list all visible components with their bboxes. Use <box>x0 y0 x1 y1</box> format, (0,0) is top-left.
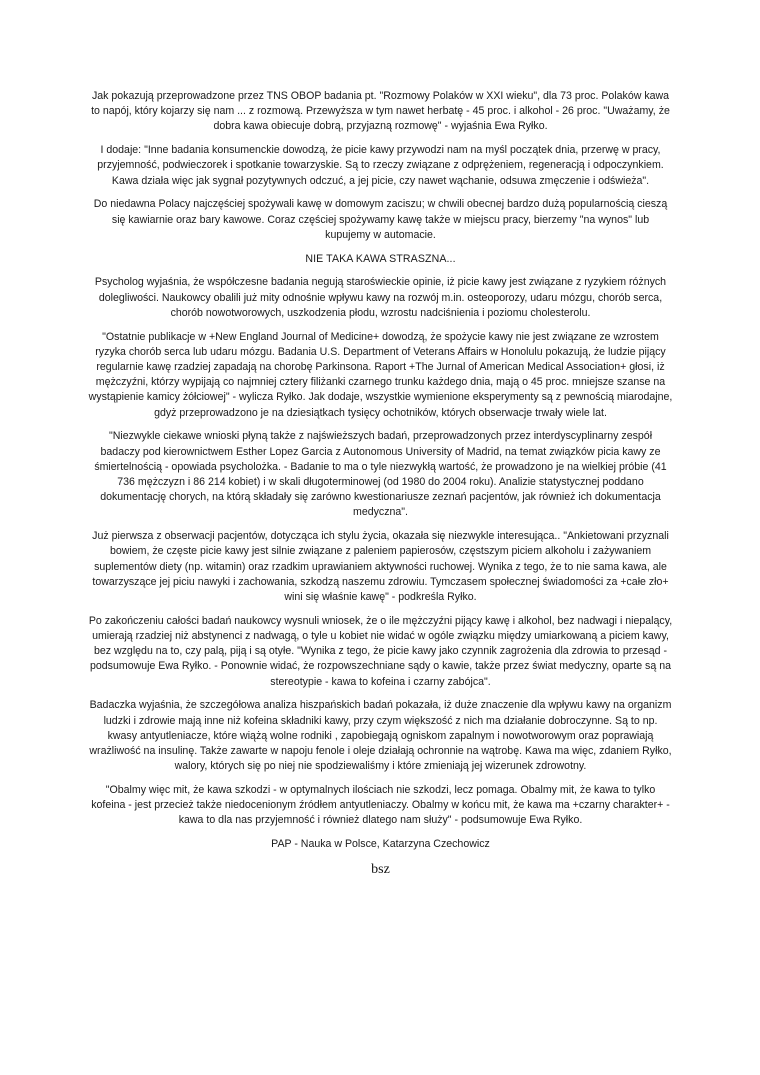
paragraph-publications: "Ostatnie publikacje w +New England Journal of Medicine+ dowodzą, że spożycie kawy nie jest związane ze wzrostem ryzyka chorób serca lub udaru mózgu. Badania U.S. Department of Veterans Affairs w Honolulu pokazują, że ludzie pijący regularnie kawę rzadziej zapadają na chorobę Parkinsona. Raport +The Jurnal of American Medical Association+ głosi, iż mężczyźni, którzy wypijają co najmniej cztery filiżanki czarnego trunku każdego dnia, mają o 45 proc. mniejsze szanse na wystąpienie kamicy żółciowej" - wylicza Ryłko. Jak dodaje, wszystkie wymienione eksperymenty są z pewnością miarodajne, gdyż przeprowadzono je na dziesiątkach tysięcy ochotników, których obserwacje trwały wiele lat. <box>88 330 673 419</box>
paragraph-psychologist: Psycholog wyjaśnia, że współczesne badania negują staroświeckie opinie, iż picie kawy jest związane z ryzykiem różnych dolegliwości. Naukowcy obalili już mity odnośnie wpływu kawy na rozwój m.in. osteoporozy, udaru mózgu, chorób serca, chorób nowotworowych, uszkodzenia płodu, wzrostu nadciśnienia i poziomu cholesterolu. <box>94 276 667 319</box>
paragraph-lifestyle: Już pierwsza z obserwacji pacjentów, dotycząca ich stylu życia, okazała się niezwykle interesująca.. "Ankietowani przyznali bowiem, że częste picie kawy jest silnie związane z paleniem papierosów, częstszym piciem alkoholu i zażywaniem suplementów diety (np. witamin) oraz rzadkim uprawianiem aktywności ruchowej. Wynika z tego, że to nie sama kawa, ale towarzyszące jej piciu nawyki i zachowania, szkodzą naszemu zdrowiu. Tymczasem społecznej świadomości za +całe zło+ wini się właśnie kawę" - podkreśla Ryłko. <box>92 530 669 604</box>
paragraph-coffee-habits: Do niedawna Polacy najczęściej spożywali kawę w domowym zaciszu; w chwili obecnej bardzo dużą popularnością cieszą się kawiarnie oraz bary kawowe. Coraz częściej spożywamy kawę także w miejscu pracy, bierzemy "na wynos" lub kupujemy w automacie. <box>93 198 668 241</box>
paragraph-conclusions: Po zakończeniu całości badań naukowcy wysnuli wniosek, że o ile mężczyźni pijący kawę i alkohol, bez nadwagi i niepalący, umierają rzadziej niż abstynenci z nadwagą, o tyle u kobiet nie widać w ogóle związku między umiarkowaną a piciem kawy, bez względu na to, czy palą, piją i są otyłe. "Wynika z tego, że picie kawy jako czynnik zagrożenia dla zdrowia to przesąd - podsumowuje Ewa Ryłko. - Ponownie widać, że rozpowszechniane sądy o kawie, także przez świat medyczny, oparte są na stereotypie - kawa to kofeina i czarny zabójca". <box>88 614 673 688</box>
paragraph-myths: "Obalmy więc mit, że kawa szkodzi - w optymalnych ilościach nie szkodzi, lecz pomaga. Obalmy mit, że kawa to tylko kofeina - jest przecież także niedocenionym źródłem antyutleniaczy. Obalmy w końcu mit, że kawa ma +czarny charakter+ - kawa to dla nas przyjemność i również dlatego nam służy" - podsumowuje Ewa Ryłko. <box>91 784 670 827</box>
paragraph-antioxidants: Badaczka wyjaśnia, że szczegółowa analiza hiszpańskich badań pokazała, iż duże znaczenie dla wpływu kawy na organizm ludzki i zdrowie mają inne niż kofeina składniki kawy, przy czym większość z nich ma działanie dobroczynne. Są to np. kwasy antyutleniacze, które wiążą wolne rodniki , zapobiegają ogniskom zapalnym i nowotworowym oraz poprawiają wrażliwość na insulinę. Także zawarte w napoju fenole i oleje działają ochronnie na wątrobę. Kawa ma więc, zdaniem Ryłko, walory, których się po niej nie spodziewaliśmy i które zmieniają jej wizerunek zdrowotny. <box>89 699 672 773</box>
signature: bsz <box>371 862 390 878</box>
paragraph-intro: Jak pokazują przeprowadzone przez TNS OBOP badania pt. "Rozmowy Polaków w XXI wieku", dla 73 proc. Polaków kawa to napój, który kojarzy się nam ... z rozmową. Przewyższa w tym nawet herbatę - 45 proc. i alkohol - 26 proc. "Uważamy, że dobra kawa obiecuje dobrą, przyjazną rozmowę" - wyjaśnia Ewa Ryłko. <box>91 90 670 133</box>
paragraph-consumer-research: I dodaje: "Inne badania konsumenckie dowodzą, że picie kawy przywodzi nam na myśl początek dnia, przerwę w pracy, przyjemność, podwieczorek i spotkanie towarzyskie. Są to rzeczy związane z odprężeniem, regeneracją i odpoczynkiem. Kawa działa więc jak sygnał pozytywnych odczuć, a jej picie, czy nawet wąchanie, odsuwa zmęczenie i odświeża". <box>97 144 664 187</box>
section-heading: NIE TAKA KAWA STRASZNA... <box>305 252 456 265</box>
source-credit: PAP - Nauka w Polsce, Katarzyna Czechowicz <box>271 838 490 851</box>
paragraph-madrid-study: "Niezwykle ciekawe wnioski płyną także z najświeższych badań, przeprowadzonych przez interdyscyplinarny zespół badaczy pod kierownictwem Esther Lopez Garcia z Autonomous University of Madrid, na temat związków picia kawy ze śmiertelnością - opowiada psycholożka. - Badanie to ma o tyle niezwykłą wartość, że prowadzono je na wielkiej próbie (41 736 mężczyzn i 86 214 kobiet) i w skali długoterminowej (od 1980 do 2004 roku). Analizie statystycznej poddano dokumentację chorych, na którą składały się zarówno kwestionariusze zeznań pacjentów, jak również ich dokumentacja medyczna". <box>94 430 667 519</box>
article-body <box>88 89 673 879</box>
